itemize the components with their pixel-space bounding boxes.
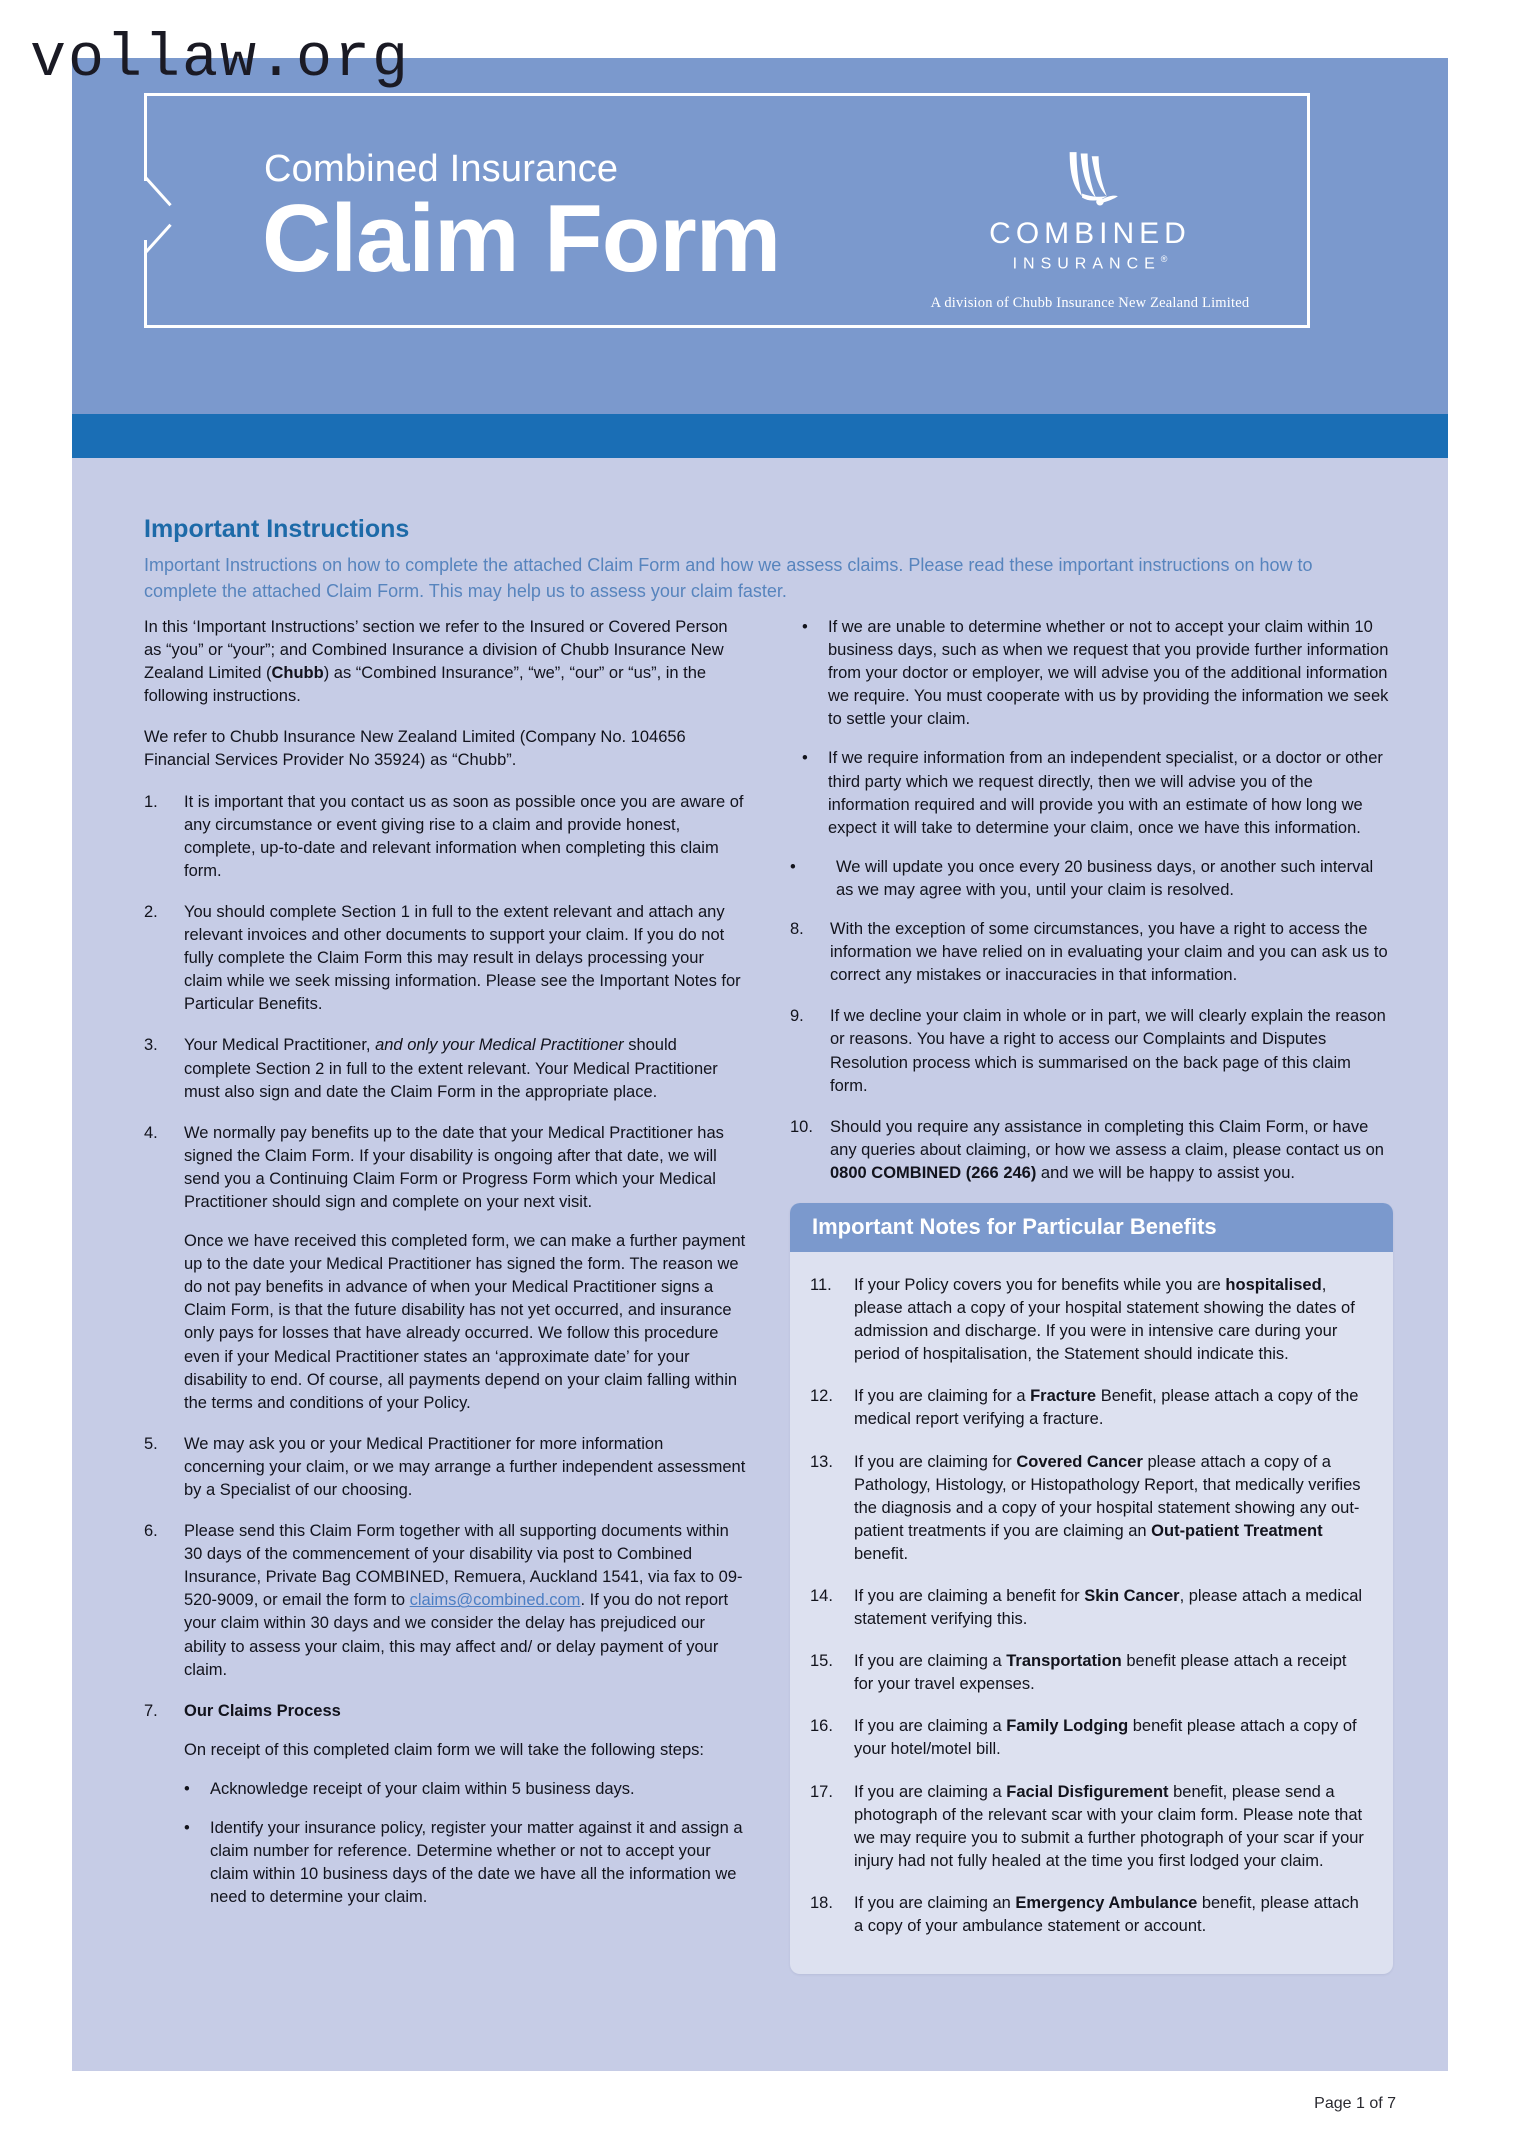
item-body: If you are claiming a benefit for Skin Cancer, please attach a medical statement verifying this. xyxy=(854,1587,1363,1629)
frame-edge-right xyxy=(1307,93,1310,328)
instruction-item xyxy=(144,1433,747,1502)
item-body xyxy=(184,1700,747,1926)
item-body: With the exception of some circumstances, you have a right to access the information we have relied on in evaluating your claim and you can ask us to correct any mistakes or inaccuracies in that information. xyxy=(830,920,1388,985)
bullet-list-item xyxy=(790,616,1393,731)
important-notes-heading: Important Notes for Particular Benefits xyxy=(790,1203,1393,1252)
instruction-item xyxy=(144,1520,747,1682)
item-body: If you are claiming a Family Lodging benefit please attach a copy of your hotel/motel bill. xyxy=(854,1717,1357,1759)
note-item xyxy=(810,1585,1367,1631)
important-notes-panel xyxy=(790,1203,1393,1974)
item-number: 5. xyxy=(144,1434,158,1453)
bullet-dot-icon: • xyxy=(184,1819,190,1838)
item-paragraph: We may ask you or your Medical Practitioner for more information concerning your claim, or we may arrange a further independent assessment by a Specialist of our choosing. xyxy=(184,1434,746,1499)
item-number: 8. xyxy=(790,920,804,939)
item-paragraph: We normally pay benefits up to the date that your Medical Practitioner has signed the Claim Form. If your disability is ongoing after that date, we will send you a Continuing Claim Form or Progress Form which your Medical Practitioner should sign and complete on your next visit. xyxy=(184,1123,724,1211)
bullet-text: Acknowledge receipt of your claim within 5 business days. xyxy=(210,1779,635,1798)
bullet-list-item xyxy=(184,1778,747,1801)
item-number: 17. xyxy=(810,1782,833,1801)
claims-process-item xyxy=(144,1700,747,1926)
logo-insurance-text: INSURANCE xyxy=(1012,255,1161,273)
item-number: 13. xyxy=(810,1452,833,1471)
instruction-item xyxy=(790,1005,1393,1097)
bullet-list-item xyxy=(184,1817,747,1909)
instruction-item xyxy=(144,1034,747,1103)
item-paragraph: Please send this Claim Form together with all supporting documents within 30 days of the commencement of your disability via post to Combined Insurance, Private Bag COMBINED, Remuera, Auckland 1541, via fax to 09-520-9009, or email the form to claims@combined.com. If you do not report your claim within 30 days and we consider the delay has prejudiced our ability to assess your claim, this may affect and/ or delay payment of your claim. xyxy=(184,1522,743,1679)
claims-process-title: Our Claims Process xyxy=(184,1701,341,1720)
hero-banner xyxy=(72,58,1448,414)
claims-process-bullets xyxy=(184,1778,747,1909)
bullet-list-item xyxy=(790,856,1393,902)
note-item xyxy=(810,1451,1367,1566)
item-number: 4. xyxy=(144,1123,158,1142)
item-body xyxy=(184,1122,747,1415)
instruction-item xyxy=(790,918,1393,987)
item-body xyxy=(184,901,747,1016)
frame-edge-left-top xyxy=(144,93,147,181)
frame-edge-bottom xyxy=(144,325,1310,328)
logo-wordmark-secondary xyxy=(930,254,1250,273)
logo-tagline: A division of Chubb Insurance New Zealand Limited xyxy=(930,295,1250,312)
item-number: 2. xyxy=(144,902,158,921)
instruction-item xyxy=(790,1116,1393,1185)
item-number: 1. xyxy=(144,792,158,811)
instruction-item xyxy=(144,901,747,1016)
item-body: If we decline your claim in whole or in part, we will clearly explain the reason or reasons. You have a right to access our Complaints and Disputes Resolution process which is summarised on the back page of this claim form. xyxy=(830,1007,1386,1095)
item-number: 14. xyxy=(810,1587,833,1605)
note-item xyxy=(810,1385,1367,1431)
item-number: 6. xyxy=(144,1522,158,1541)
site-watermark: vollaw.org xyxy=(30,26,411,94)
intro-paragraph: In this ‘Important Instructions’ section we refer to the Insured or Covered Person as “you” or “your”; and Combined Insurance a division of Chubb Insurance New Zealand Limited (Chubb) as “Combined Insurance”, “we”, “our” or “us”, in the following instructions. xyxy=(144,618,728,706)
company-logo xyxy=(930,148,1250,312)
frame-edge-top xyxy=(144,93,1310,96)
item-body: If you are claiming for Covered Cancer please attach a copy of a Pathology, Histology, or Histopathology Report, that medically verifies the diagnosis and a copy of your hospital statement showing any out-patient treatments if you are claiming an Out-patient Treatment benefit. xyxy=(854,1452,1361,1563)
item-body xyxy=(184,1520,747,1682)
item-paragraph: It is important that you contact us as soon as possible once you are aware of any circumstance or event giving rise to a claim and provide honest, complete, up-to-date and relevant information when completing this claim form. xyxy=(184,792,744,880)
item-number: 3. xyxy=(144,1036,158,1055)
bullet-dot-icon: • xyxy=(802,618,808,636)
bullet-list-item xyxy=(790,747,1393,839)
item-number: 9. xyxy=(790,1007,804,1026)
bullet-dot-icon: • xyxy=(790,857,796,876)
two-column-layout xyxy=(144,616,1394,1974)
item-body: If you are claiming an Emergency Ambulance benefit, please attach a copy of your ambulance statement or account. xyxy=(854,1893,1359,1936)
item-body: If you are claiming for a Fracture Benefit, please attach a copy of the medical report verifying a fracture. xyxy=(854,1387,1359,1429)
page-footer xyxy=(0,2095,1448,2113)
page-title: Claim Form xyxy=(262,185,781,292)
item-paragraph: Once we have received this completed form, we can make a further payment up to the date your Medical Practitioner has signed the form. The reason we do not pay benefits in advance of when your Medical Practitioner signs a Claim Form, is that the future disability has not yet occurred, and insurance only pays for losses that have already occurred. We follow this procedure even if your Medical Practitioner states an ‘approximate date’ for your disability to end. Of course, all payments depend on your claim falling within the terms and conditions of your Policy. xyxy=(184,1232,746,1412)
document-page xyxy=(72,58,1448,2071)
bullet-text: If we require information from an independent specialist, or a doctor or other third party which we request directly, then we will advise you of the information required and will provide you with an estimate of how long we expect it will take to determine your claim, once we have this information. xyxy=(828,749,1383,837)
note-item xyxy=(810,1274,1367,1366)
item-body: Should you require any assistance in completing this Claim Form, or have any queries about claiming, or how we assess a claim, please contact us on 0800 COMBINED (266 246) and we will be happy to assist you. xyxy=(830,1117,1384,1182)
item-body: If your Policy covers you for benefits while you are hospitalised, please attach a copy of your hospital statement showing the dates of admission and discharge. If you were in intensive care during your period of hospitalisation, the Statement should indicate this. xyxy=(854,1275,1355,1364)
bullet-text: If we are unable to determine whether or not to accept your claim within 10 business days, such as when we request that you provide further information from your doctor or employer, we will advise you of the additional information we require. You must cooperate with us by providing the information we seek to settle your claim. xyxy=(828,618,1389,729)
item-body xyxy=(184,1433,747,1502)
note-item xyxy=(810,1781,1367,1873)
feather-quill-icon xyxy=(1049,148,1132,210)
item-number: 10. xyxy=(790,1117,813,1136)
section-heading: Important Instructions xyxy=(144,515,410,543)
bullet-dot-icon: • xyxy=(802,749,808,768)
section-intro: Important Instructions on how to complete the attached Claim Form and how we assess claims. Please read these important instructions on how to complete the attached Claim Form. This may help us to assess your claim faster. xyxy=(144,555,1313,601)
right-column xyxy=(790,616,1393,1974)
bullet-text: We will update you once every 20 business days, or another such interval as we may agree with you, until your claim is resolved. xyxy=(836,857,1374,899)
bullet-text: Identify your insurance policy, register your matter against it and assign a claim number for reference. Determine whether or not to accept your claim within 10 business days of the date we have all the information we need to determine your claim. xyxy=(210,1819,743,1907)
claims-process-lead: On receipt of this completed claim form we will take the following steps: xyxy=(184,1740,704,1759)
hero-frame xyxy=(144,93,1310,328)
item-body: If you are claiming a Transportation benefit please attach a receipt for your travel expenses. xyxy=(854,1652,1347,1694)
instruction-item xyxy=(144,791,747,883)
note-item xyxy=(810,1892,1367,1938)
page-number-label: Page 1 of 7 xyxy=(1314,2095,1396,2112)
logo-wordmark: COMBINED xyxy=(989,217,1191,250)
hero-subtitle: Combined Insurance xyxy=(264,148,619,190)
item-body xyxy=(184,1034,747,1103)
registered-mark-icon: ® xyxy=(1160,254,1168,264)
chevron-right-icon xyxy=(144,178,178,244)
bullet-dot-icon: • xyxy=(184,1779,190,1798)
item-number: 7. xyxy=(144,1701,158,1720)
left-column xyxy=(144,616,747,1974)
hero-accent-rule xyxy=(72,414,1448,458)
item-body xyxy=(184,791,747,883)
item-number: 12. xyxy=(810,1387,833,1406)
item-number: 16. xyxy=(810,1717,833,1736)
item-number: 18. xyxy=(810,1893,833,1912)
note-item xyxy=(810,1650,1367,1696)
item-body: If you are claiming a Facial Disfigurement benefit, please send a photograph of the relevant scar with your claim form. Please note that we may require you to submit a further photograph of your scar if your injury had not fully healed at the time you first lodged your claim. xyxy=(854,1782,1364,1870)
important-notes-body xyxy=(790,1252,1393,1974)
item-paragraph: Your Medical Practitioner, and only your Medical Practitioner should complete Section 2 in full to the extent relevant. Your Medical Practitioner must also sign and date the Claim Form in the appropriate place. xyxy=(184,1036,718,1101)
note-item xyxy=(810,1715,1367,1761)
item-number: 15. xyxy=(810,1652,833,1671)
instruction-item xyxy=(144,1122,747,1415)
item-number: 11. xyxy=(810,1275,832,1294)
intro-paragraph: We refer to Chubb Insurance New Zealand Limited (Company No. 104656 Financial Services Provider No 35924) as “Chubb”. xyxy=(144,728,686,770)
item-paragraph: You should complete Section 1 in full to the extent relevant and attach any relevant invoices and other documents to support your claim. If you do not fully complete the Claim Form this may result in delays processing your claim while we seek missing information. Please see the Important Notes for Particular Benefits. xyxy=(184,902,741,1014)
